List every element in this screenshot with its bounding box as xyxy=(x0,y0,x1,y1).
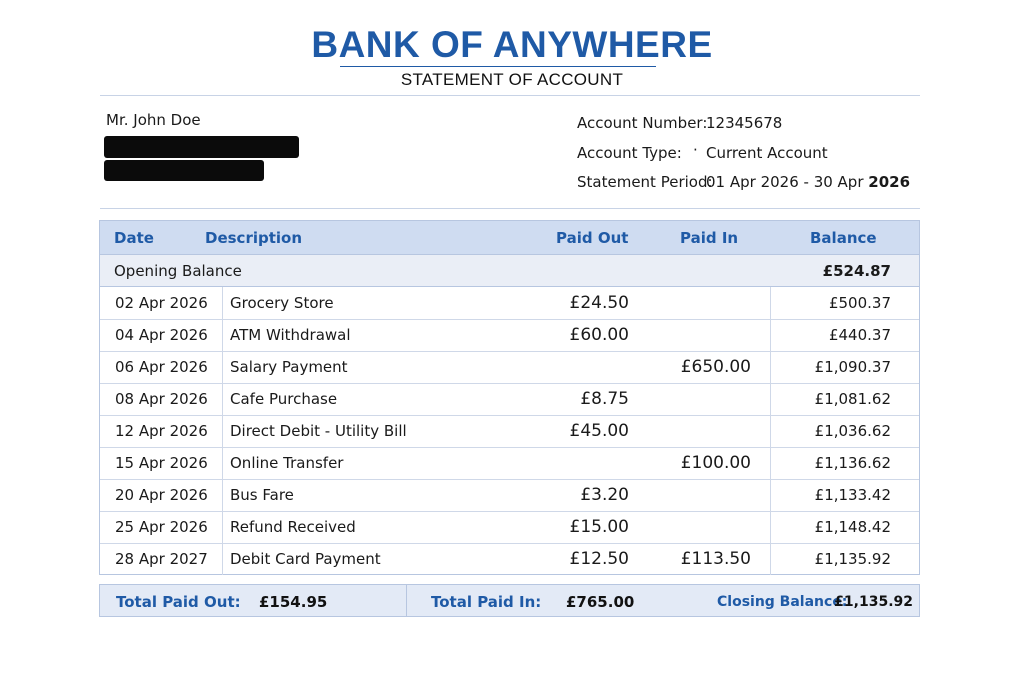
total-paid-in-label: Total Paid In: xyxy=(431,593,542,611)
row-paid-in: £113.50 xyxy=(680,549,751,569)
row-balance: £1,136.62 xyxy=(814,454,891,472)
opening-balance-row xyxy=(100,255,919,287)
bank-name: BANK OF ANYWHERE xyxy=(311,24,713,65)
row-description: Refund Received xyxy=(230,518,356,536)
statement-period-label: Statement Period: xyxy=(577,173,713,191)
total-paid-in-value: £765.00 xyxy=(566,593,635,611)
statement-period-value xyxy=(706,173,910,191)
row-paid-out: £8.75 xyxy=(580,389,629,409)
total-paid-out-label: Total Paid Out: xyxy=(116,593,241,611)
totals-divider xyxy=(406,585,407,616)
row-description: Cafe Purchase xyxy=(230,390,338,408)
row-description: Bus Fare xyxy=(230,486,294,504)
row-date: 06 Apr 2026 xyxy=(115,358,208,376)
closing-balance-label: Closing Balance: xyxy=(717,594,848,610)
row-paid-out: £24.50 xyxy=(569,293,629,313)
row-date: 04 Apr 2026 xyxy=(115,326,208,344)
statement-period-year: 2026 xyxy=(868,173,911,191)
transactions-table xyxy=(99,220,920,575)
column-header-paid-in: Paid In xyxy=(680,229,739,247)
row-paid-in: £100.00 xyxy=(680,453,751,473)
table-row xyxy=(100,415,919,448)
info-divider xyxy=(100,208,920,209)
table-row xyxy=(100,383,919,416)
total-paid-out-value: £154.95 xyxy=(259,593,328,611)
row-paid-out: £3.20 xyxy=(580,485,629,505)
table-row xyxy=(100,447,919,480)
header-divider xyxy=(100,95,920,96)
row-paid-out: £60.00 xyxy=(569,325,629,345)
row-date: 08 Apr 2026 xyxy=(115,390,208,408)
column-header-paid-out: Paid Out xyxy=(556,229,629,247)
row-paid-out: £45.00 xyxy=(569,421,629,441)
row-balance: £1,135.92 xyxy=(814,550,891,568)
column-header-description: Description xyxy=(205,229,303,247)
row-date: 20 Apr 2026 xyxy=(115,486,208,504)
statement-period-range: 01 Apr 2026 - 30 Apr xyxy=(706,173,869,191)
account-type-dot: · xyxy=(693,141,698,159)
row-date: 12 Apr 2026 xyxy=(115,422,208,440)
row-paid-out: £15.00 xyxy=(569,517,629,537)
table-row xyxy=(100,511,919,544)
row-date: 25 Apr 2026 xyxy=(115,518,208,536)
row-balance: £500.37 xyxy=(828,294,891,312)
column-header-date: Date xyxy=(114,229,154,247)
table-header xyxy=(100,221,919,255)
row-balance: £1,081.62 xyxy=(814,390,891,408)
row-description: ATM Withdrawal xyxy=(230,326,351,344)
row-description: Online Transfer xyxy=(230,454,344,472)
row-description: Direct Debit - Utility Bill xyxy=(230,422,407,440)
table-row xyxy=(100,287,919,320)
row-description: Salary Payment xyxy=(230,358,348,376)
table-row xyxy=(100,543,919,575)
totals-bar xyxy=(99,584,920,617)
row-description: Grocery Store xyxy=(230,294,334,312)
row-description: Debit Card Payment xyxy=(230,550,381,568)
table-row xyxy=(100,319,919,352)
row-balance: £1,090.37 xyxy=(814,358,891,376)
opening-balance-label: Opening Balance xyxy=(114,262,242,280)
redacted-address-line-2 xyxy=(104,160,264,181)
table-row xyxy=(100,479,919,512)
row-balance: £1,133.42 xyxy=(814,486,891,504)
row-date: 02 Apr 2026 xyxy=(115,294,208,312)
row-balance: £1,036.62 xyxy=(814,422,891,440)
opening-balance-value: £524.87 xyxy=(822,262,891,280)
redacted-address-line-1 xyxy=(104,136,299,158)
row-date: 15 Apr 2026 xyxy=(115,454,208,472)
customer-name: Mr. John Doe xyxy=(106,111,201,129)
document-title: STATEMENT OF ACCOUNT xyxy=(400,70,624,89)
row-date: 28 Apr 2027 xyxy=(115,550,208,568)
bank-name-underline xyxy=(340,66,656,67)
account-number-label: Account Number: xyxy=(577,114,708,132)
account-number-value: 12345678 xyxy=(706,114,783,132)
closing-balance-value: £1,135.92 xyxy=(834,594,913,610)
account-type-label: Account Type: xyxy=(577,144,682,162)
column-header-balance: Balance xyxy=(810,229,877,247)
row-paid-out: £12.50 xyxy=(569,549,629,569)
account-type-value: Current Account xyxy=(706,144,828,162)
row-balance: £440.37 xyxy=(828,326,891,344)
row-balance: £1,148.42 xyxy=(814,518,891,536)
table-row xyxy=(100,351,919,384)
row-paid-in: £650.00 xyxy=(680,357,751,377)
